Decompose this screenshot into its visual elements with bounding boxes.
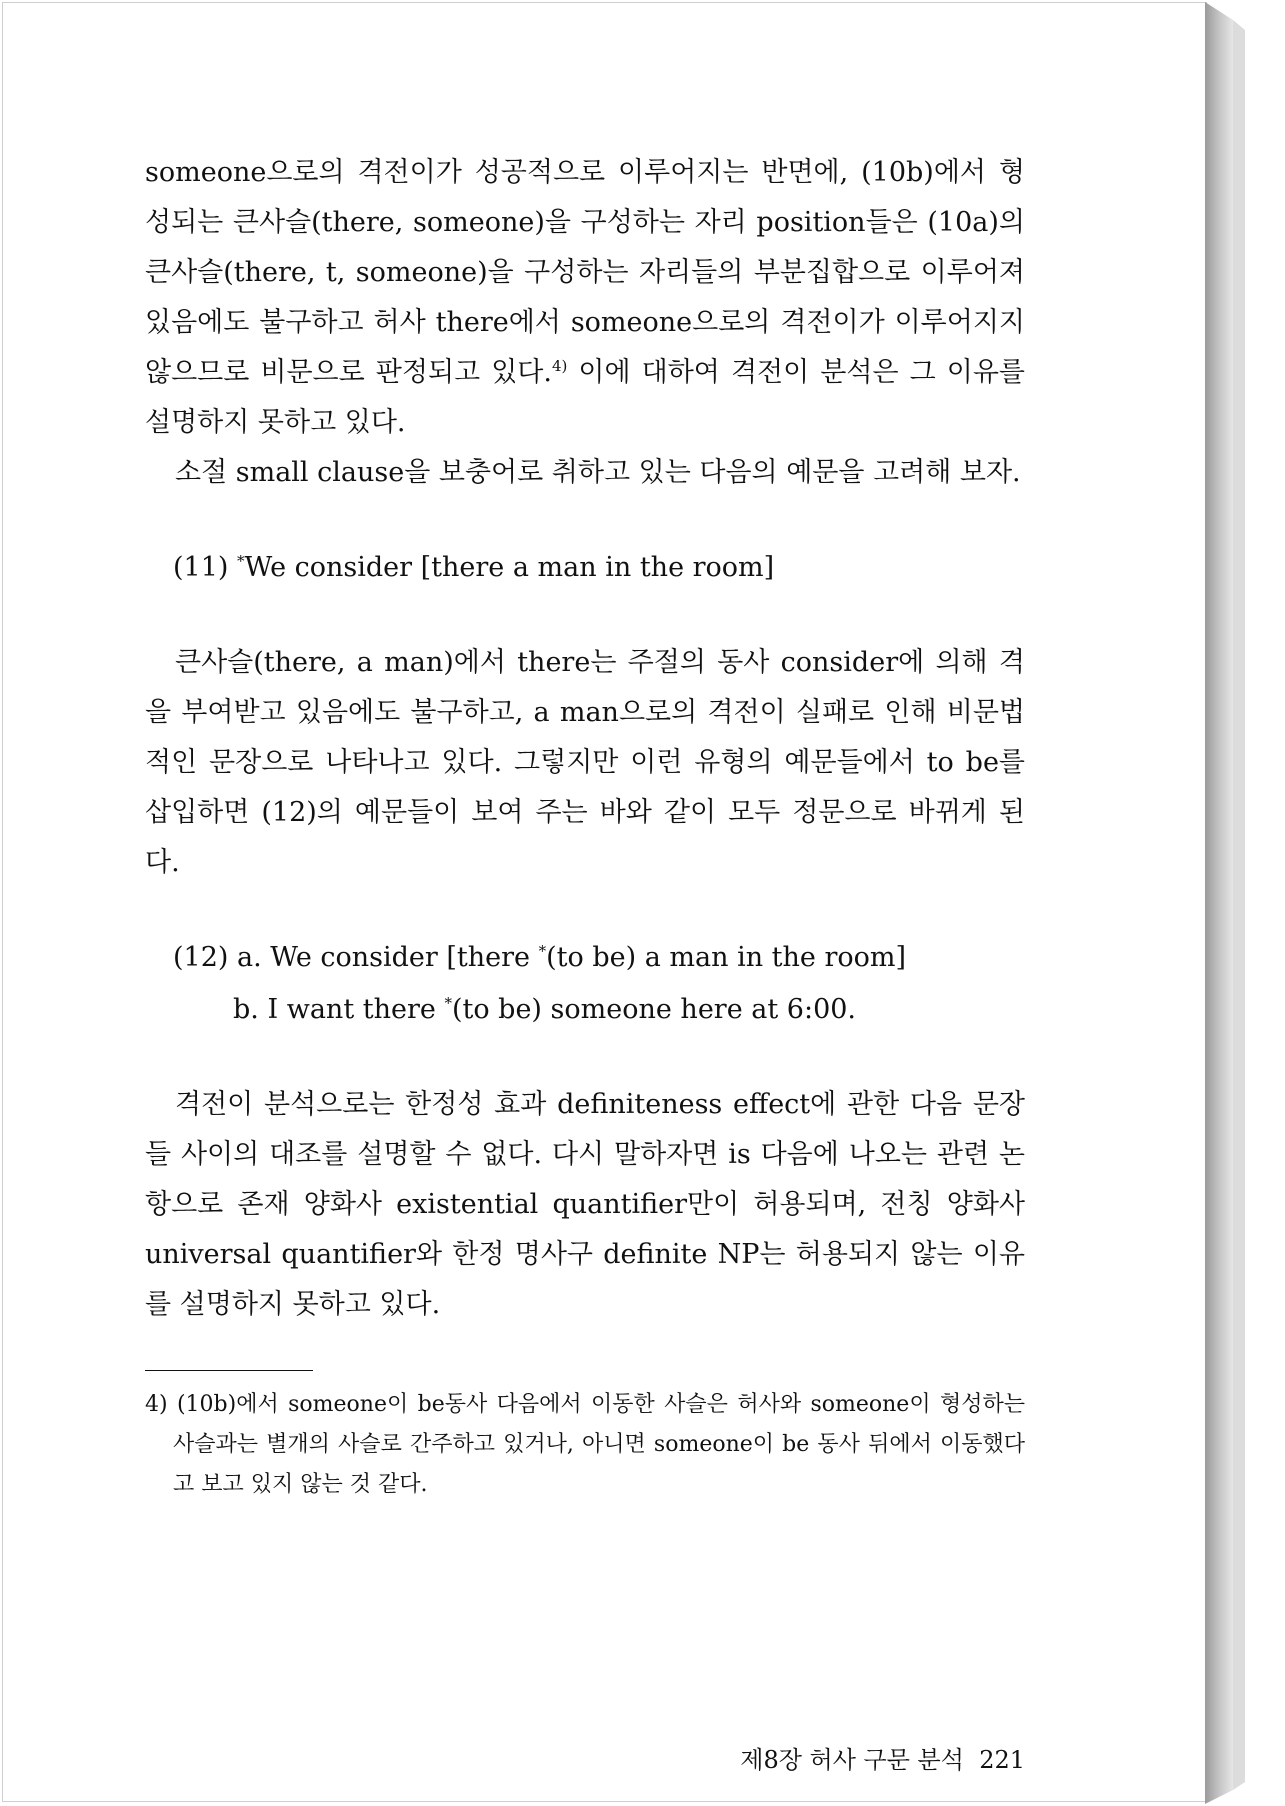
ungrammatical-mark: *	[444, 994, 452, 1012]
example-sentence	[173, 932, 1025, 984]
footnote: 4) (10b)에서 someone이 be동사 다음에서 이동한 사슬은 허사와 someone이 형성하는 사슬과는 별개의 사슬로 간주하고 있거나, 아니면 someone이 be 동사 뒤에서 이동했다고 보고 있지 않는 것 같다.	[145, 1392, 1025, 1497]
example-text: (to be) a man in the room]	[546, 942, 907, 973]
example-sentence	[173, 542, 1025, 594]
example-label: b.	[233, 994, 259, 1025]
example-text: (to be) someone here at 6:00.	[451, 994, 857, 1025]
paragraph-text: 이에 대하여 격전이 분석은 그 이유를 설명하지 못하고 있다.	[145, 357, 1025, 438]
page-edge-shading	[1205, 0, 1280, 1806]
chapter-title: 제8장 허사 구문 분석	[740, 1746, 964, 1774]
example-text: We consider [there	[270, 942, 539, 973]
example-number: (11)	[173, 552, 229, 583]
running-footer	[740, 1745, 1025, 1775]
footnote-reference: 4)	[551, 357, 568, 375]
example-number: (12) a.	[173, 942, 262, 973]
body-paragraph: 격전이 분석으로는 한정성 효과 definiteness effect에 관한 다음 문장들 사이의 대조를 설명할 수 없다. 다시 말하자면 is 다음에 나오는 관련 논항으로 존재 양화사 existential quantifier만이 허용되며, 전칭 양화사 universal quantifier와 한정 명사구 definite NP는 허용되지 않는 이유를 설명하지 못하고 있다.	[145, 1089, 1025, 1320]
ungrammatical-mark: *	[237, 552, 245, 570]
body-paragraph	[145, 148, 1025, 448]
book-page	[2, 2, 1207, 1802]
example-text: I want there	[267, 994, 445, 1025]
paragraph-text: someone으로의 격전이가 성공적으로 이루어지는 반면에, (10b)에서 형성되는 큰사슬(there, someone)을 구성하는 자리 position들은 (10a)의 큰사슬(there, t, someone)을 구성하는 자리들의 부분집합으로 이루어져 있음에도 불구하고 허사 there에서 someone으로의 격전이가 이루어지지 않으므로 비문으로 판정되고 있다.	[145, 157, 1025, 388]
page-content	[145, 148, 1025, 1774]
page-number: 221	[979, 1746, 1025, 1774]
body-paragraph: 큰사슬(there, a man)에서 there는 주절의 동사 consider에 의해 격을 부여받고 있음에도 불구하고, a man으로의 격전이 실패로 인해 비문법적인 문장으로 나타나고 있다. 그렇지만 이런 유형의 예문들에서 to be를 삽입하면 (12)의 예문들이 보여 주는 바와 같이 모두 정문으로 바뀌게 된다.	[145, 647, 1025, 878]
example-sentence	[233, 984, 1025, 1036]
body-paragraph: 소절 small clause을 보충어로 취하고 있는 다음의 예문을 고려해 보자.	[175, 457, 1021, 488]
ungrammatical-mark: *	[538, 942, 547, 960]
footnote-divider	[145, 1370, 313, 1371]
example-text: We consider [there a man in the room]	[244, 552, 775, 583]
